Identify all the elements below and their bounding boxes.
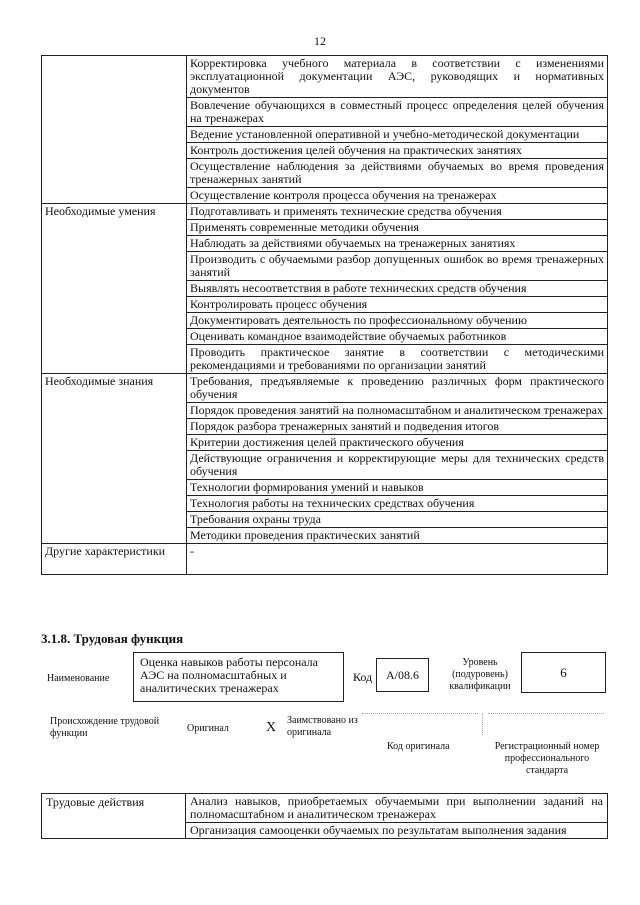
list-item: Ведение установленной оперативной и учебно-методической документации bbox=[187, 127, 608, 143]
list-item: Подготавливать и применять технические средства обучения bbox=[187, 204, 608, 220]
other-label: Другие характеристики bbox=[42, 544, 187, 575]
list-item: Производить с обучаемыми разбор допущенных ошибок во время тренажерных занятий bbox=[187, 252, 608, 281]
list-item: Контролировать процесс обучения bbox=[187, 297, 608, 313]
list-item: Технологии формирования умений и навыков bbox=[187, 480, 608, 496]
level-value-box: 6 bbox=[521, 652, 606, 693]
knowledge-label: Необходимые знания bbox=[42, 374, 187, 544]
list-item: Порядок разбора тренажерных занятий и подведения итогов bbox=[187, 419, 608, 435]
table-row bbox=[42, 794, 608, 823]
list-item: Корректировка учебного материала в соответствии с изменениями эксплуатационной документации АЭС, руководящих и нормативных документов bbox=[187, 56, 608, 98]
original-mark: Х bbox=[266, 720, 277, 735]
function-name-box: Оценка навыков работы персонала АЭС на полномасштабных и аналитических тренажерах bbox=[133, 652, 344, 702]
borrowed-label: Заимствовано из оригинала bbox=[287, 715, 358, 738]
list-item: Действующие ограничения и корректирующие меры для технических средств обучения bbox=[187, 451, 608, 480]
list-item: Осуществление наблюдения за действиями обучаемых во время проведения тренажерных занятий bbox=[187, 159, 608, 188]
actions-table bbox=[41, 793, 608, 839]
section-title: 3.1.8. Трудовая функция bbox=[41, 631, 184, 646]
orig-code-line bbox=[362, 713, 478, 714]
table-row bbox=[42, 544, 608, 575]
orig-code-label: Код оригинала bbox=[387, 741, 450, 752]
list-item: Анализ навыков, приобретаемых обучаемыми при выполнении заданий на полномасштабном и аналитическом тренажерах bbox=[186, 794, 608, 823]
level-label: Уровень (подуровень) квалификации bbox=[449, 657, 511, 692]
table-row bbox=[42, 374, 608, 403]
origin-label: Происхождение трудовой функции bbox=[50, 716, 160, 739]
requirements-table bbox=[41, 55, 608, 575]
list-item: Оценивать командное взаимодействие обучаемых работников bbox=[187, 329, 608, 345]
other-value: - bbox=[187, 544, 608, 575]
code-label: Код bbox=[353, 670, 373, 684]
reg-num-line bbox=[488, 713, 604, 714]
list-item: Наблюдать за действиями обучаемых на тренажерных занятиях bbox=[187, 236, 608, 252]
list-item: Осуществление контроля процесса обучения на тренажерах bbox=[187, 188, 608, 204]
table-row bbox=[42, 56, 608, 98]
list-item: Выявлять несоответствия в работе технических средств обучения bbox=[187, 281, 608, 297]
list-item: Организация самооценки обучаемых по результатам выполнения задания bbox=[186, 823, 608, 839]
list-item: Критерии достижения целей практического обучения bbox=[187, 435, 608, 451]
actions-label: Трудовые действия bbox=[42, 794, 186, 839]
page-number: 12 bbox=[314, 34, 326, 48]
list-item: Вовлечение обучающихся в совместный процесс определения целей обучения на тренажерах bbox=[187, 98, 608, 127]
reg-num-label: Регистрационный номер профессионального стандарта bbox=[494, 741, 600, 776]
list-item: Методики проведения практических занятий bbox=[187, 528, 608, 544]
name-label: Наименование bbox=[47, 673, 110, 684]
list-item: Контроль достижения целей обучения на практических занятиях bbox=[187, 143, 608, 159]
divider-line bbox=[482, 713, 483, 735]
list-item: Технология работы на технических средствах обучения bbox=[187, 496, 608, 512]
list-item: Документировать деятельность по профессиональному обучению bbox=[187, 313, 608, 329]
empty-label-cell bbox=[42, 56, 187, 204]
original-label: Оригинал bbox=[187, 723, 229, 734]
list-item: Требования охраны труда bbox=[187, 512, 608, 528]
code-value-box: А/08.6 bbox=[376, 658, 429, 692]
list-item: Порядок проведения занятий на полномасштабном и аналитическом тренажерах bbox=[187, 403, 608, 419]
list-item: Применять современные методики обучения bbox=[187, 220, 608, 236]
skills-label: Необходимые умения bbox=[42, 204, 187, 374]
list-item: Требования, предъявляемые к проведению различных форм практического обучения bbox=[187, 374, 608, 403]
table-row bbox=[42, 204, 608, 220]
list-item: Проводить практическое занятие в соответствии с методическими рекомендациями и требованиями по организации занятий bbox=[187, 345, 608, 374]
